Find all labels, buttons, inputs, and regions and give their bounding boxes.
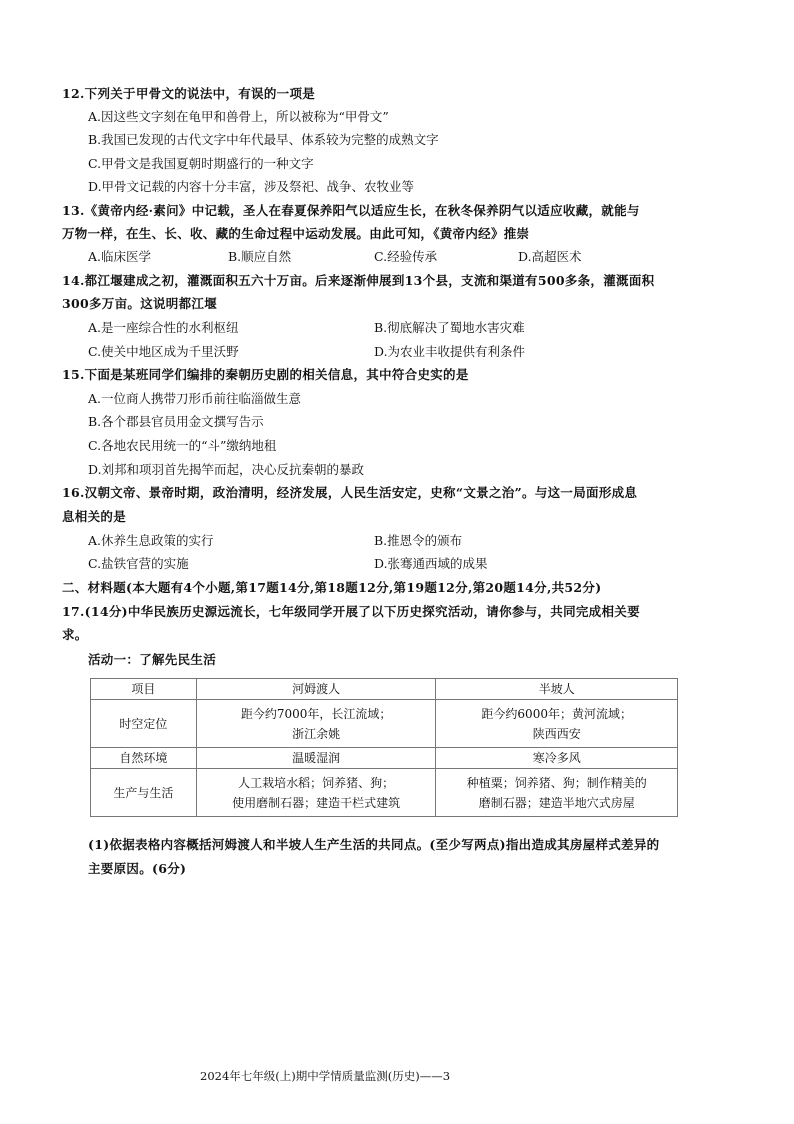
q16-stem-line1: 16.汉朝文帝、景帝时期，政治清明，经济发展，人民生活安定，史称“文景之治”。与这一局面形成息: [62, 485, 638, 500]
cell-line: 陕西西安: [532, 726, 581, 741]
q13-option-b: B.顺应自然: [228, 249, 292, 264]
table-row: [91, 700, 678, 748]
q17-sub1-line1: (1)依据表格内容概括河姆渡人和半坡人生产生活的共同点。(至少写两点)指出造成其房屋样式差异的: [88, 837, 660, 852]
q17-stem-line2: 求。: [62, 627, 88, 642]
comparison-table: [90, 678, 678, 817]
q17-stem-line1: 17.(14分)中华民族历史源远流长，七年级同学开展了以下历史探究活动，请你参与，共同完成相关要: [62, 604, 640, 619]
q17-sub1-line2: 主要原因。(6分): [88, 861, 187, 876]
q15-option-d: D.刘邦和项羽首先揭竿而起，决心反抗秦朝的暴政: [88, 462, 365, 477]
cell-line: 种植粟；饲养猪、狗；制作精美的: [466, 775, 647, 790]
activity-heading: 活动一：了解先民生活: [88, 652, 217, 667]
q14-option-d: D.为农业丰收提供有利条件: [374, 344, 526, 359]
cell-line: 使用磨制石器；建造干栏式建筑: [232, 795, 401, 810]
table-cell: [196, 769, 436, 817]
q16-option-d: D.张骞通西域的成果: [374, 556, 488, 571]
q15-option-b: B.各个郡县官员用金文撰写告示: [88, 414, 264, 429]
q13-stem-line2: 万物一样，在生、长、收、藏的生命过程中运动发展。由此可知，《黄帝内经》推崇: [62, 226, 530, 241]
q12-option-b: B.我国已发现的古代文字中年代最早、体系较为完整的成熟文字: [88, 132, 439, 147]
q14-option-b: B.彻底解决了蜀地水害灾难: [374, 320, 525, 335]
q12-stem: 12.下列关于甲骨文的说法中，有误的一项是: [62, 86, 316, 101]
cell-line: 距今约7000年，长江流域；: [240, 706, 392, 721]
q15-stem: 15.下面是某班同学们编排的秦朝历史剧的相关信息，其中符合史实的是: [62, 367, 469, 382]
q14-option-a: A.是一座综合性的水利枢纽: [88, 320, 239, 335]
table-row-label: 时空定位: [91, 700, 197, 748]
cell-line: 浙江余姚: [292, 726, 341, 741]
page-footer: 2024年七年级(上)期中学情质量监测(历史)——3: [200, 1069, 451, 1083]
q12-option-c: C.甲骨文是我国夏朝时期盛行的一种文字: [88, 156, 314, 171]
q13-option-d: D.高超医术: [518, 249, 582, 264]
q16-option-b: B.推恩令的颁布: [374, 533, 463, 548]
table-row: [91, 748, 678, 769]
q16-stem-line2: 息相关的是: [62, 509, 127, 524]
table-cell: 寒冷多风: [436, 748, 678, 769]
q12-option-a: A.因这些文字刻在龟甲和兽骨上，所以被称为“甲骨文”: [88, 109, 389, 124]
q16-option-a: A.休养生息政策的实行: [88, 533, 214, 548]
table-row-label: 自然环境: [91, 748, 197, 769]
q16-option-c: C.盐铁官营的实施: [88, 556, 189, 571]
table-header-cell: 河姆渡人: [196, 679, 436, 700]
q14-stem-line1: 14.都江堰建成之初，灌溉面积五六十万亩。后来逐渐伸展到13个县，支流和渠道有500多条，灌溉面积: [62, 273, 655, 288]
cell-line: 人工栽培水稻；饲养猪、狗；: [238, 775, 395, 790]
section-heading: 二、材料题(本大题有4个小题,第17题14分,第18题12分,第19题12分,第20题14分,共52分): [62, 580, 602, 595]
q13-option-a: A.临床医学: [88, 249, 152, 264]
table-cell: [196, 700, 436, 748]
q15-option-a: A.一位商人携带刀形币前往临淄做生意: [88, 391, 302, 406]
table-header-row: [91, 679, 678, 700]
q12-option-d: D.甲骨文记载的内容十分丰富，涉及祭祀、战争、农牧业等: [88, 179, 415, 194]
q13-stem-line1: 13.《黄帝内经·素问》中记载，圣人在春夏保养阳气以适应生长，在秋冬保养阴气以适应收藏，就能与: [62, 203, 640, 218]
table-cell: [436, 700, 678, 748]
table-header-cell: 半坡人: [436, 679, 678, 700]
q14-option-c: C.使关中地区成为千里沃野: [88, 344, 239, 359]
q13-option-c: C.经验传承: [374, 249, 438, 264]
table-cell: [436, 769, 678, 817]
q14-stem-line2: 300多万亩。这说明都江堰: [62, 296, 217, 311]
cell-line: 距今约6000年；黄河流域；: [481, 706, 632, 721]
table-header-cell: 项目: [91, 679, 197, 700]
q15-option-c: C.各地农民用统一的“斗”缴纳地租: [88, 438, 277, 453]
cell-line: 磨制石器；建造半地穴式房屋: [478, 795, 635, 810]
table-cell: 温暖湿润: [196, 748, 436, 769]
table-row: [91, 769, 678, 817]
table-row-label: 生产与生活: [91, 769, 197, 817]
